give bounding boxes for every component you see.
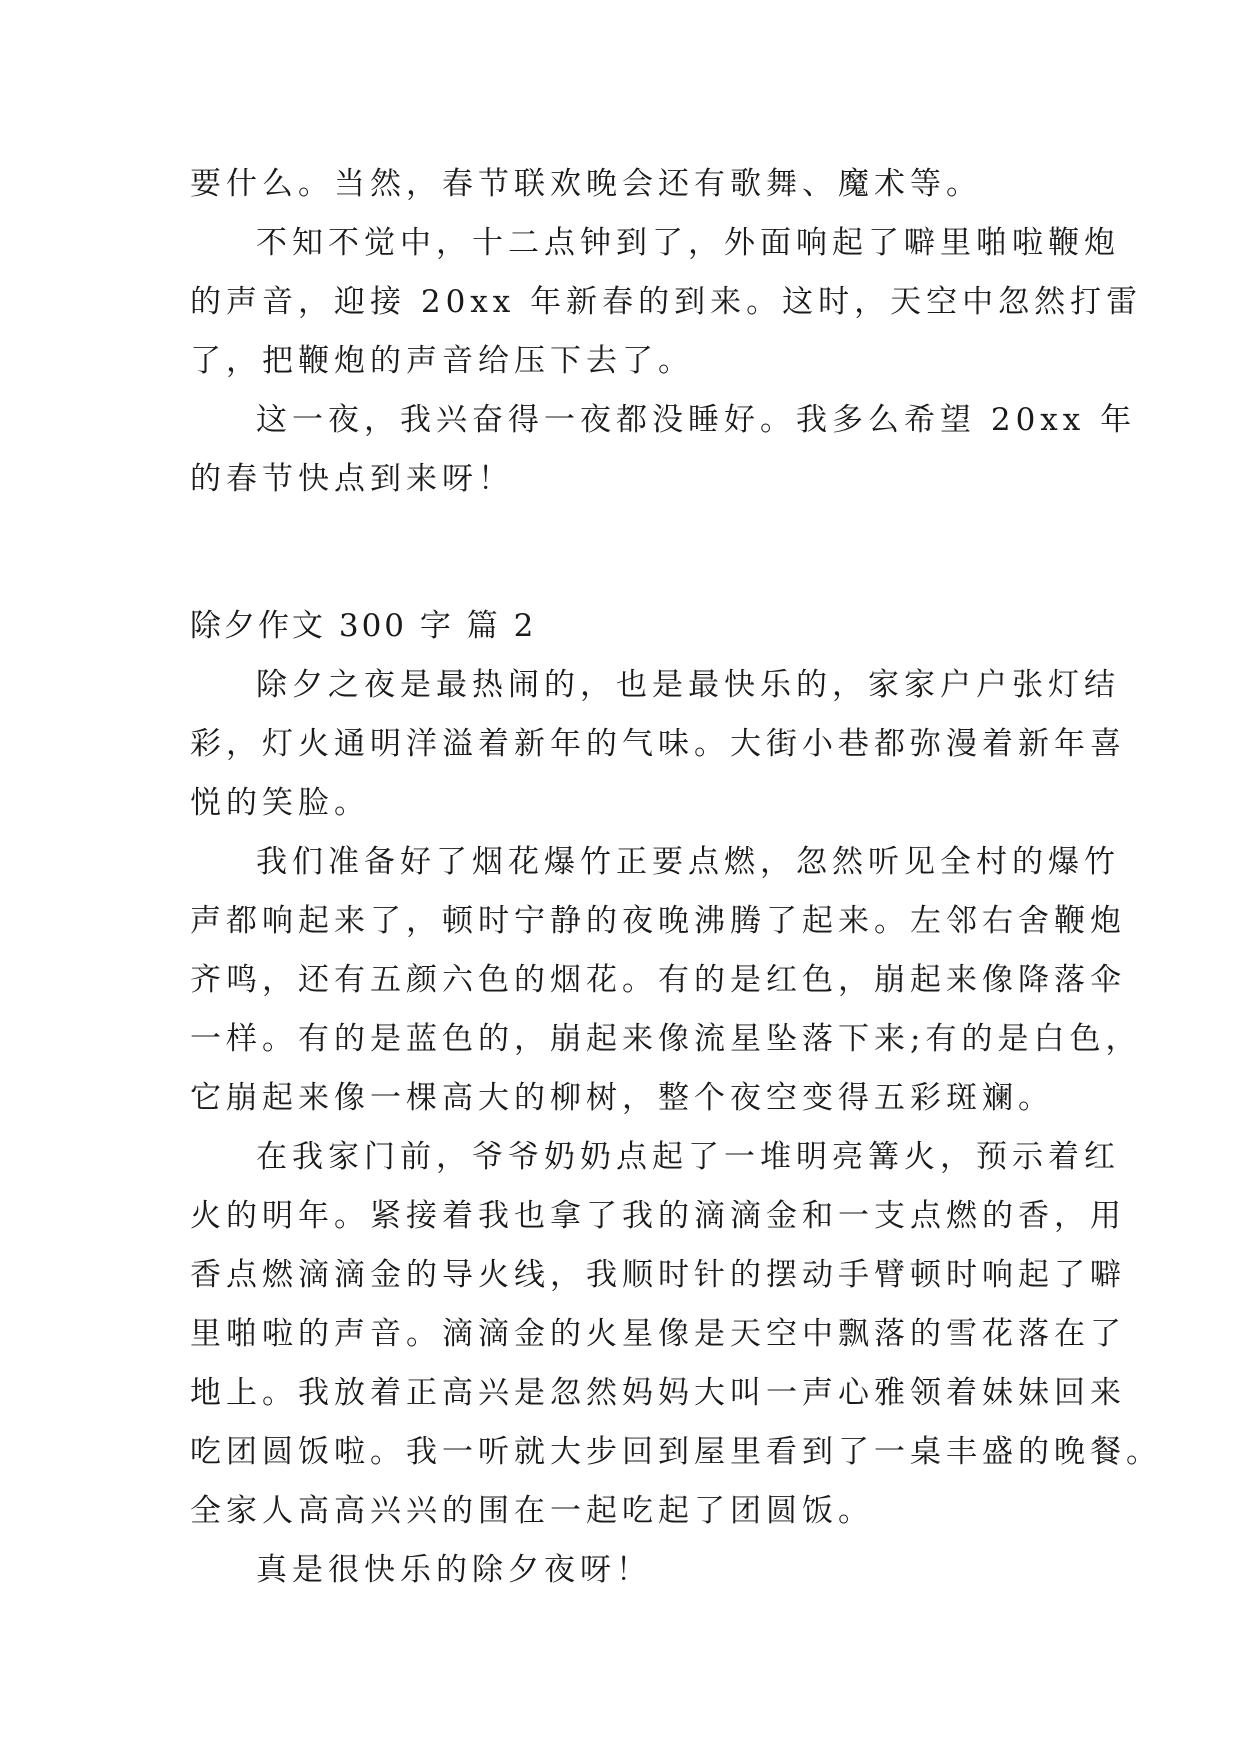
paragraph-line: 的春节快点到来呀！ — [190, 461, 514, 497]
paragraph-line: 除夕之夜是最热闹的，也是最快乐的，家家户户张灯结 — [256, 667, 1120, 703]
paragraph-line: 真是很快乐的除夕夜呀！ — [256, 1552, 652, 1588]
paragraph-line: 我们准备好了烟花爆竹正要点燃，忽然听见全村的爆竹 — [256, 844, 1120, 880]
paragraph-line: 一样。有的是蓝色的，崩起来像流星坠落下来;有的是白色， — [190, 1021, 1142, 1057]
paragraph-line: 的声音，迎接 20xx 年新春的到来。这时，天空中忽然打雷 — [190, 284, 1143, 320]
paragraph-line: 全家人高高兴兴的围在一起吃起了团圆饭。 — [190, 1493, 874, 1529]
paragraph-line: 火的明年。紧接着我也拿了我的滴滴金和一支点燃的香，用 — [190, 1198, 1126, 1234]
section-heading: 除夕作文 300 字 篇 2 — [190, 608, 537, 644]
paragraph-line: 不知不觉中，十二点钟到了，外面响起了噼里啪啦鞭炮 — [256, 225, 1120, 261]
paragraph-line: 香点燃滴滴金的导火线，我顺时针的摆动手臂顿时响起了噼 — [190, 1257, 1126, 1293]
document-page — [190, 155, 1162, 1600]
paragraph-line: 悦的笑脸。 — [190, 785, 370, 821]
paragraph-line: 里啪啦的声音。滴滴金的火星像是天空中飘落的雪花落在了 — [190, 1316, 1126, 1352]
paragraph-line: 在我家门前，爷爷奶奶点起了一堆明亮篝火，预示着红 — [256, 1139, 1120, 1175]
paragraph-line: 彩，灯火通明洋溢着新年的气味。大街小巷都弥漫着新年喜 — [190, 726, 1126, 762]
paragraph-line: 吃团圆饭啦。我一听就大步回到屋里看到了一桌丰盛的晚餐。 — [190, 1434, 1162, 1470]
paragraph-line: 齐鸣，还有五颜六色的烟花。有的是红色，崩起来像降落伞 — [190, 962, 1126, 998]
paragraph-line: 它崩起来像一棵高大的柳树，整个夜空变得五彩斑斓。 — [190, 1080, 1054, 1116]
paragraph-line: 声都响起来了，顿时宁静的夜晚沸腾了起来。左邻右舍鞭炮 — [190, 903, 1126, 939]
paragraph-line: 要什么。当然，春节联欢晚会还有歌舞、魔术等。 — [190, 166, 982, 202]
paragraph-line: 了，把鞭炮的声音给压下去了。 — [190, 343, 694, 379]
paragraph-line: 这一夜，我兴奋得一夜都没睡好。我多么希望 20xx 年 — [256, 402, 1137, 438]
paragraph-line: 地上。我放着正高兴是忽然妈妈大叫一声心雅领着妹妹回来 — [190, 1375, 1126, 1411]
section-gap — [190, 509, 1060, 597]
